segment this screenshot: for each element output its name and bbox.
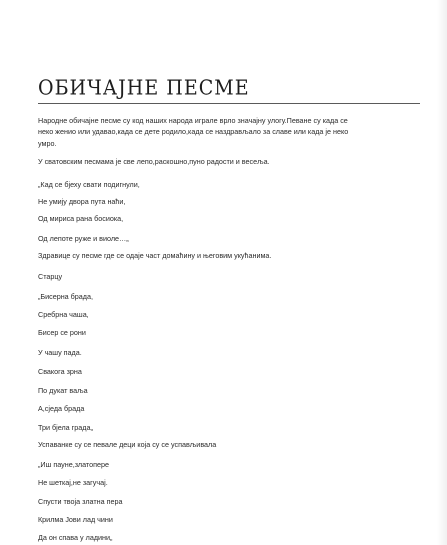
verse-line: По дукат ваља xyxy=(38,386,88,395)
paragraph-wedding-songs: У сватовским песмама је све лепо,раскошно,пуно радости и весеља. xyxy=(38,157,270,166)
verse-line: Спусти твоја златна пера xyxy=(38,497,123,506)
verse-line: „Кад се бјеху свати подигнули, xyxy=(38,180,140,189)
verse-line: Крилма Јови лад чини xyxy=(38,515,113,524)
verse-line: Бисер се рони xyxy=(38,328,86,337)
intro-line-3: умро. xyxy=(38,139,57,148)
verse-line: Не шеткај,не загучај. xyxy=(38,478,108,487)
verse-line: Не умију двора пута наћи, xyxy=(38,197,126,206)
verse-line: Три бјела града„ xyxy=(38,423,93,432)
verse-line: У чашу пада. xyxy=(38,348,82,357)
verse-line: Свакога зрна xyxy=(38,367,82,376)
verse-line: „Бисерна брада, xyxy=(38,292,93,301)
verse-line: „Иш пауне,златопере xyxy=(38,460,110,469)
page-title: ОБИЧАЈНЕ ПЕСМЕ xyxy=(38,76,250,100)
verse-line: Од мириса рана босиока, xyxy=(38,214,124,223)
intro-line-2: неко женио или удавао,када се дете родило,када се наздрављало за славе или када је неко xyxy=(38,127,349,136)
paragraph-lullabies: Успаванке су се певале деци која су се успављивала xyxy=(38,440,217,449)
title-underline xyxy=(38,103,420,104)
paragraph-toasts: Здравице су песме где се одаје част домаћину и његовим укућанима. xyxy=(38,251,272,260)
verse-line: Да он спава у ладини„ xyxy=(38,533,113,542)
verse-line: Од лепоте руже и виоле…„ xyxy=(38,234,129,243)
page-edge-shadow xyxy=(437,0,447,545)
verse-heading: Старцу xyxy=(38,272,63,281)
intro-line-1: Народне обичајне песме су код наших народа играле врло значајну улогу.Певане су када се xyxy=(38,116,348,125)
verse-line: А,сједа брада xyxy=(38,404,85,413)
verse-line: Сребрна чаша, xyxy=(38,310,89,319)
